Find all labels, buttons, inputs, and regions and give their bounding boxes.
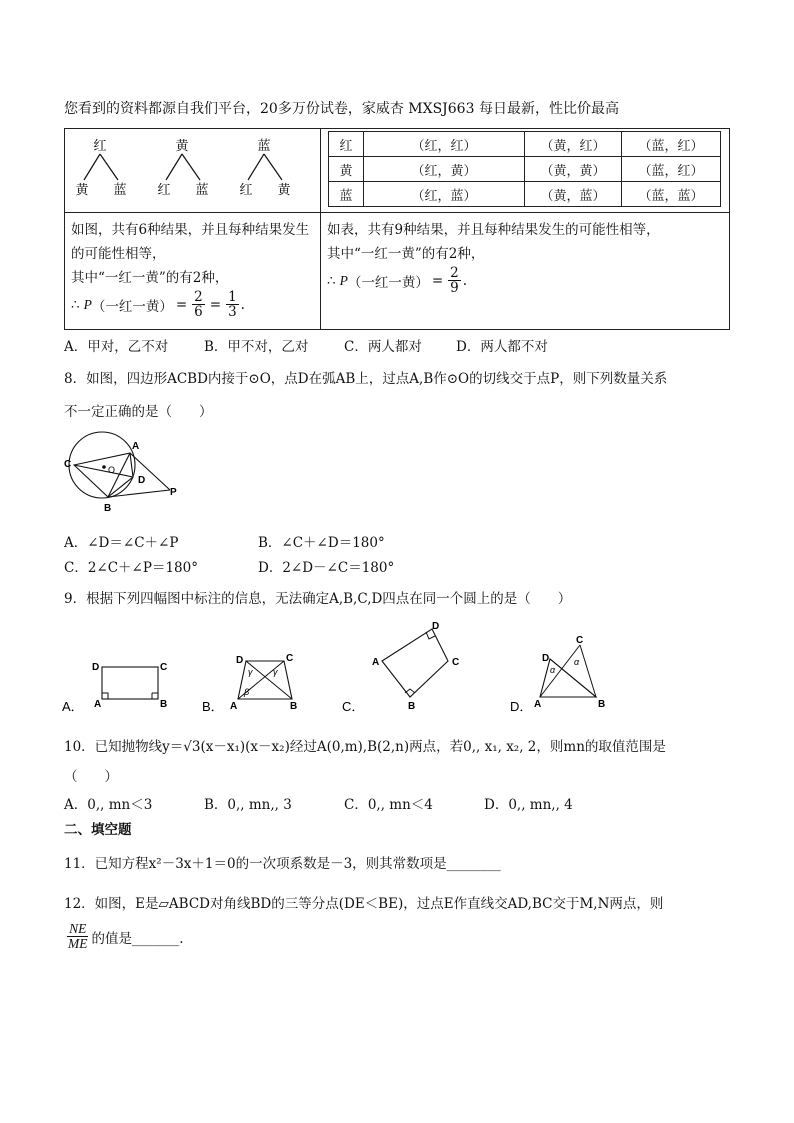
vertex-a: A [230,701,238,712]
tree-leaf-2a: 红 [157,182,171,197]
left-solution-line2: 的可能性相等， [71,246,166,262]
label-p: P [170,487,177,498]
table-cell: （红，红） [364,132,525,157]
tree-leaf-1b: 蓝 [113,182,127,197]
row-head: 蓝 [329,182,364,207]
right-solution-line1: 如表，共有9种结果，并且每种结果发生的可能性相等， [327,222,660,238]
q12-stem-line1: 12．如图，E是▱ABCD对角线BD的三等分点(DE＜BE)，过点E作直线交AD,BC交于M,N两点，则 [64,896,664,912]
vertex-c: C [452,657,460,668]
q8-figure [60,425,190,520]
numerator: 2 [194,289,203,305]
tree-root-1: 红 [93,138,107,153]
right-solution-line2: 其中“一红一黄”的有2种， [327,246,485,262]
vertex-a: A [372,657,380,668]
vertex-d: D [432,621,440,632]
vertex-b: B [290,701,298,712]
box-divider-v [320,128,321,329]
therefore-symbol: ∴ [327,272,336,289]
q7-option-d: D．两人都不对 [456,339,548,355]
q8-option-a: A．∠D＝∠C＋∠P [64,535,179,551]
q10-option-c: C．0,, mn＜4 [344,797,433,813]
q8-option-d: D．2∠D－∠C＝180° [258,560,395,576]
angle-alpha: α [574,657,580,667]
row-head: 黄 [329,157,364,182]
left-solution-line1: 如图，共有6种结果，并且每种结果发生 [71,222,310,238]
table-cell: （蓝，红） [622,157,721,182]
q8-stem-line2: 不一定正确的是（ ） [64,404,213,420]
denominator: 9 [450,280,459,297]
vertex-c: C [576,635,584,646]
page-header: 您看到的资料都源自我们平台，20多万份试卷，家威杏 MXSJ663 每日最新，性比价最高 [64,101,619,117]
q10-option-b: B．0,, mn,, 3 [204,797,292,813]
q7-option-a: A．甲对，乙不对 [64,339,169,355]
label-b: B [104,503,112,514]
row-head: 红 [329,132,364,157]
box-divider-h [64,212,729,213]
table-cell: （黄，黄） [525,157,622,182]
table-cell: （黄，蓝） [525,182,622,207]
numerator: NE [69,921,87,936]
equals: = [175,296,188,313]
fraction-2-9 [448,266,461,295]
angle-beta: β [244,687,250,697]
numerator: 1 [228,289,237,305]
tree-leaf-1a: 黄 [75,182,89,197]
therefore-symbol: ∴ [71,296,80,313]
vertex-b: B [598,699,606,710]
left-solution-line3: 其中“一红一黄”的有2种， [71,270,229,286]
vertex-b: B [408,701,416,712]
q10-option-a: A．0,, mn＜3 [64,797,153,813]
q9-stem: 9．根据下列四幅图中标注的信息，无法确定A,B,C,D四点在同一个圆上的是（ ） [64,591,572,607]
tree-leaf-3b: 黄 [277,182,291,197]
label-o: O [108,465,116,475]
angle-alpha: α [550,665,556,675]
fraction-1-3 [226,290,239,319]
q9-option-c: C． [342,699,365,714]
p-symbol: P [83,296,92,312]
vertex-d: D [236,655,244,666]
p-symbol: P [339,272,348,288]
tree-leaf-2b: 蓝 [195,182,209,197]
tree-root-2: 黄 [175,138,189,153]
q12-tail: 的值是_______. [91,930,184,947]
q9-figure-b [230,653,297,712]
event-label: （一红一黄） [347,274,429,291]
q10-stem-line1: 10．已知抛物线y＝√3(x－x₁)(x－x₂)经过A(0,m),B(2,n)两点，若0,, x₁, x₂, 2，则mn的取值范围是 [64,739,666,755]
fraction-2-6 [192,290,205,319]
angle-gamma: γ [273,667,278,677]
label-a: A [132,441,140,452]
equals: = [209,296,222,313]
vertex-d: D [92,662,100,673]
label-c: C [64,459,72,470]
label-d: D [138,475,146,486]
period: . [240,296,245,313]
tree-leaf-3a: 红 [239,182,253,197]
q9-figure-d [534,635,605,710]
table-row [329,182,721,207]
q10-option-d: D．0,, mn,, 4 [484,797,573,813]
vertex-d: D [542,653,550,664]
table-row [329,157,721,182]
q10-stem-line2: （ ） [64,769,118,785]
denominator: ME [68,936,88,952]
q12-stem-line2 [64,922,184,951]
table-cell: （红，蓝） [364,182,525,207]
denominator: 3 [228,304,237,321]
table-cell: （红，黄） [364,157,525,182]
outcome-table [328,131,721,207]
q9-option-d: D． [510,699,533,714]
q9-figure-c [372,621,459,712]
q8-option-b: B．∠C＋∠D＝180° [258,535,385,551]
equals: = [431,272,444,289]
vertex-b: B [160,699,168,710]
vertex-a: A [94,699,102,710]
vertex-c: C [160,662,168,673]
period: . [462,272,468,289]
event-label: （一红一黄） [91,298,173,315]
q9-figures [60,615,620,725]
angle-gamma: γ [248,667,253,677]
q7-option-c: C．两人都对 [344,339,422,355]
denominator: 6 [194,304,203,321]
q8-stem-line1: 8．如图，四边形ACBD内接于⊙O，点D在弧AB上，过点A,B作⊙O的切线交于点P，则下列数量关系 [64,371,668,387]
q7-option-b: B．甲不对，乙对 [204,339,309,355]
q9-figure-a [92,662,167,710]
q8-option-c: C．2∠C＋∠P＝180° [64,560,198,576]
vertex-c: C [286,653,294,664]
tree-root-3: 蓝 [257,138,271,153]
table-cell: （黄，红） [525,132,622,157]
section-title: 二、填空题 [64,822,132,838]
vertex-a: A [534,699,542,710]
numerator: 2 [450,265,459,281]
table-row [329,132,721,157]
table-cell: （蓝，蓝） [622,182,721,207]
q9-option-b: B． [202,699,224,714]
tree-diagram [64,128,320,212]
left-probability [71,290,245,319]
fraction-ne-me [66,922,90,951]
q11-stem: 11．已知方程x²－3x＋1＝0的一次项系数是－3，则其常数项是________ [64,856,501,872]
table-cell: （蓝，红） [622,132,721,157]
q9-option-a: A． [62,699,84,714]
right-probability [327,266,467,295]
